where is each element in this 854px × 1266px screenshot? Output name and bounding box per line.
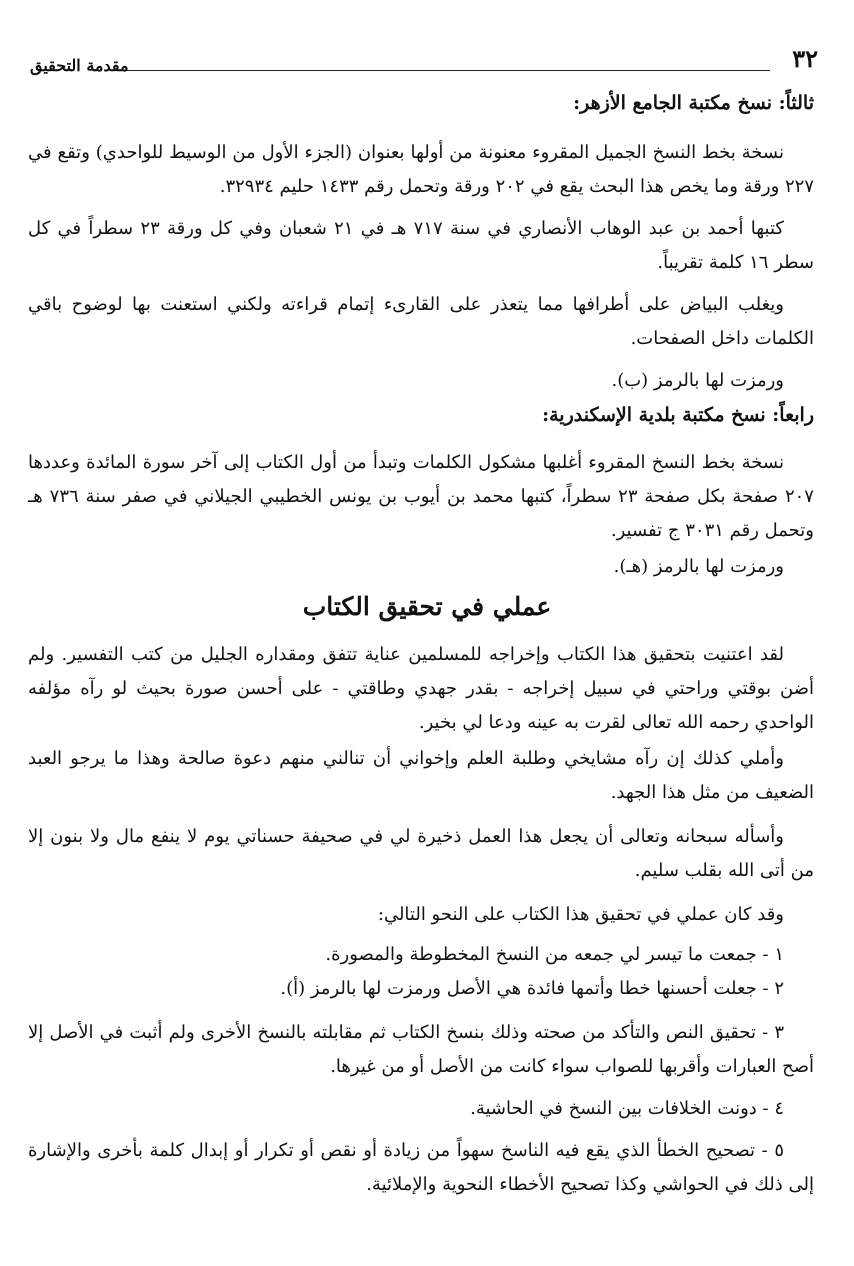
list-item: ٢ - جعلت أحسنها خطا وأتمها فائدة هي الأصل ورمزت لها بالرمز (أ). [280,978,784,999]
page-number: ٣٢ [792,44,818,73]
list-item: ٣ - تحقيق النص والتأكد من صحته وذلك بنسخ الكتاب ثم مقابلته بالنسخ الأخرى ولم أثبت في الأصل إلا أصح العبارات وأقربها للصواب سواء كانت من الأصل أو من غيرها. [28,1022,814,1077]
paragraph-alexandria-2: ورمزت لها بالرمز (هـ). [613,556,784,577]
paragraph-azhar-1: نسخة بخط النسخ الجميل المقروء معنونة من أولها بعنوان (الجزء الأول من الوسيط للواحدي) وتقع في ٢٢٧ ورقة وما يخص هذا البحث يقع في ٢٠٢ ورقة وتحمل رقم ١٤٣٣ حليم ٣٢٩٣٤. [28,142,814,197]
paragraph-azhar-4: ورمزت لها بالرمز (ب). [611,370,784,391]
paragraph-work-3: وأسأله سبحانه وتعالى أن يجعل هذا العمل ذخيرة لي في صحيفة حسناتي يوم لا ينفع مال ولا بنون إلا من أتى الله بقلب سليم. [28,826,814,881]
page-header [30,44,818,84]
paragraph-azhar-3: ويغلب البياض على أطرافها مما يتعذر على القارىء إتمام قراءته ولكني استعنت بها لوضوح باقي الكلمات داخل الصفحات. [28,294,814,349]
list-item: ١ - جمعت ما تيسر لي جمعه من النسخ المخطوطة والمصورة. [325,944,784,965]
running-title: مقدمة التحقيق [30,56,129,75]
paragraph-work-4: وقد كان عملي في تحقيق هذا الكتاب على النحو التالي: [377,904,784,925]
section-heading-azhar: ثالثاً: نسخ مكتبة الجامع الأزهر: [573,92,814,114]
section-title-work: عملي في تحقيق الكتاب [302,592,552,621]
list-item: ٥ - تصحيح الخطأ الذي يقع فيه الناسخ سهواً من زيادة أو نقص أو تكرار أو إبدال كلمة بأخرى والإشارة إلى ذلك في الحواشي وكذا تصحيح الأخطاء النحوية والإملائية. [28,1140,814,1195]
paragraph-work-1: لقد اعتنيت بتحقيق هذا الكتاب وإخراجه للمسلمين عناية تتفق ومقداره الجليل من كتب التفسير. ولم أضن بوقتي وراحتي في سبيل إخراجه - بقدر جهدي وطاقتي - على أحسن صورة بحيث لو رآه مؤلفه الواحدي رحمه الله تعالى لقرت به عينه ودعا لي بخير. [28,644,814,733]
paragraph-alexandria-1: نسخة بخط النسخ المقروء أغلبها مشكول الكلمات وتبدأ من أول الكتاب إلى آخر سورة المائدة وعددها ٢٠٧ صفحة بكل صفحة ٢٣ سطراً، كتبها محمد بن أيوب بن يونس الخطيبي الجيلاني في صفر سنة ٧٣٦ هـ وتحمل رقم ٣٠٣١ ج تفسير. [28,452,814,541]
paragraph-azhar-2: كتبها أحمد بن عبد الوهاب الأنصاري في سنة ٧١٧ هـ في ٢١ شعبان وفي كل ورقة ٢٣ سطراً في كل سطر ١٦ كلمة تقريباً. [28,218,814,273]
list-item: ٤ - دونت الخلافات بين النسخ في الحاشية. [470,1098,784,1119]
header-rule [126,70,770,71]
paragraph-work-2: وأملي كذلك إن رآه مشايخي وطلبة العلم وإخواني أن تنالني منهم دعوة صالحة وهذا ما يرجو العبد الضعيف من مثل هذا الجهد. [28,748,814,803]
section-heading-alexandria: رابعاً: نسخ مكتبة بلدية الإسكندرية: [542,404,814,426]
